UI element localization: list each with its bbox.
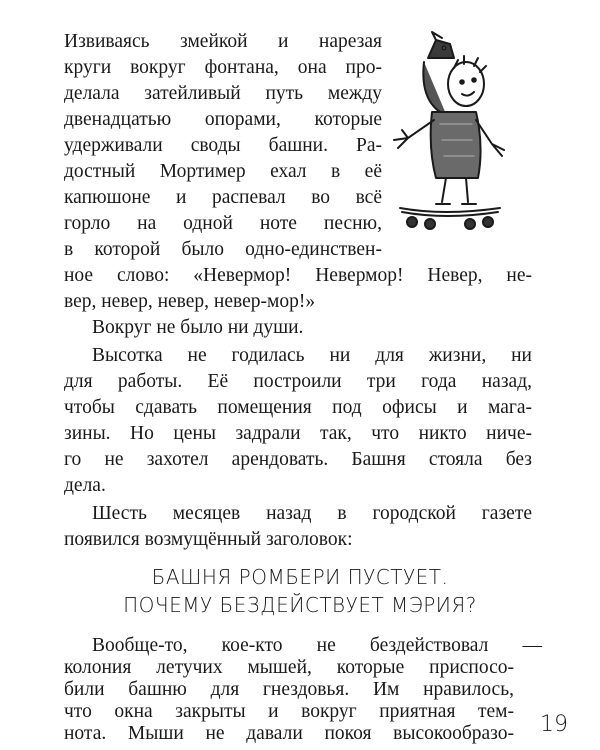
text-line: делала затейливый путь между: [64, 83, 382, 104]
text-line: появился возмущённый заголовок:: [64, 529, 353, 550]
text-line: колония летучих мышей, которые приспосо-: [64, 657, 514, 678]
text-line: ное слово: «Невермор! Невермор! Невер, не-: [64, 265, 532, 286]
text-line: достный Мортимер ехал в её: [64, 161, 382, 182]
text-line: нота. Мыши не давали покоя высокообразо-: [64, 723, 514, 744]
page-number: 19: [540, 712, 568, 737]
text-line: Высотка не годилась ни для жизни, ни: [92, 345, 532, 366]
text-line: Вокруг не было ни души.: [92, 317, 304, 338]
text-line: зины. Но цены задрали так, что никто ниче-: [64, 423, 532, 444]
text-line: Извиваясь змейкой и нарезая: [64, 31, 382, 52]
text-line: Шесть месяцев назад в городской газете: [92, 503, 532, 524]
text-line: Вообще-то, кое-кто не бездействовал —: [92, 635, 542, 656]
text-line: круги вокруг фонтана, она про-: [64, 57, 382, 78]
text-line: горло на одной ноте песню,: [64, 213, 382, 234]
text-line: в которой было одно-единствен-: [64, 239, 382, 260]
text-line: вер, невер, невер, невер-мор!»: [64, 291, 316, 312]
text-line: капюшоне и распевал во всё: [64, 187, 382, 208]
text-line: го не захотел арендовать. Башня стояла без: [64, 449, 532, 470]
text-line: что окна закрыты и вокруг приятная тем-: [64, 701, 514, 722]
text-line: били башню для гнездовья. Им нравилось,: [64, 679, 514, 700]
newspaper-headline-line: БАШНЯ РОМБЕРИ ПУСТУЕТ.: [151, 565, 449, 589]
newspaper-headline-line: ПОЧЕМУ БЕЗДЕЙСТВУЕТ МЭРИЯ?: [123, 593, 477, 617]
text-line: дела.: [64, 475, 106, 496]
text-line: чтобы сдавать помещения под офисы и мага-: [64, 397, 532, 418]
girl-on-skateboard-with-crow-icon: [380, 28, 510, 238]
text-line: двенадцатью опорами, которые: [64, 109, 382, 130]
text-line: удерживали своды башни. Ра-: [64, 135, 382, 156]
text-line: для работы. Её построили три года назад,: [64, 371, 532, 392]
